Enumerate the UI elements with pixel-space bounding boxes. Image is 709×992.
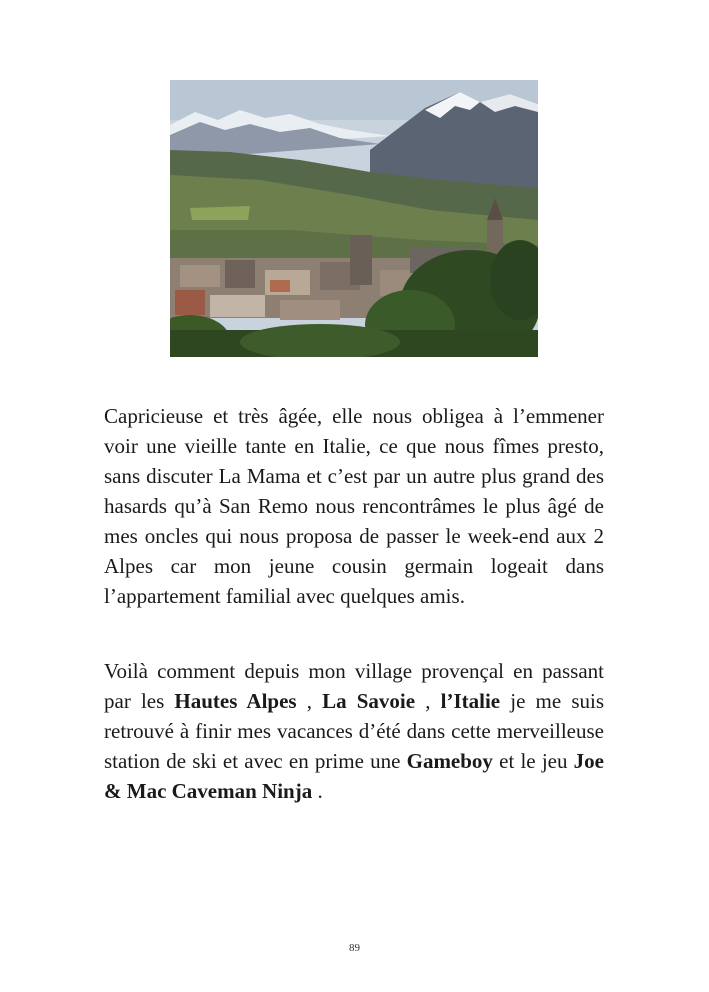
paragraph-2-text-1: Voilà comment depuis mon village provençal en passant par les — [104, 659, 604, 713]
paragraph-2-text-2: , — [296, 689, 323, 713]
body-paragraph-2 — [104, 656, 604, 806]
mountain-village-photo — [170, 80, 538, 357]
paragraph-2-text-6: . — [312, 779, 323, 803]
paragraph-2-text-3: , — [415, 689, 441, 713]
bold-gameboy: Gameboy — [406, 749, 493, 773]
paragraph-1-text: Capricieuse et très âgée, elle nous obligea à l’emmener voir une vieille tante en Italie, ce que nous fîmes presto, sans discuter La Mama et c’est par un autre plus grand des hasards qu’à San Remo nous rencontrâmes le plus âgé de mes oncles qui nous proposa de passer le week-end aux 2 Alpes car mon jeune cousin germain logeait dans l’appartement familial avec quelques amis. — [104, 404, 604, 608]
bold-game-title: Joe & Mac Caveman Ninja — [104, 749, 604, 803]
bold-litalie: l’Italie — [440, 689, 501, 713]
bold-hautes-alpes: Hautes Alpes — [174, 689, 297, 713]
paragraph-2-text-5: et le jeu — [492, 749, 574, 773]
body-paragraph-1 — [104, 401, 604, 611]
page-number: 89 — [349, 942, 360, 954]
bold-la-savoie: La Savoie — [322, 689, 416, 713]
paragraph-2-text-4: je me suis retrouvé à finir mes vacances d’été dans cette merveilleuse station de ski et avec en prime une — [104, 689, 605, 773]
